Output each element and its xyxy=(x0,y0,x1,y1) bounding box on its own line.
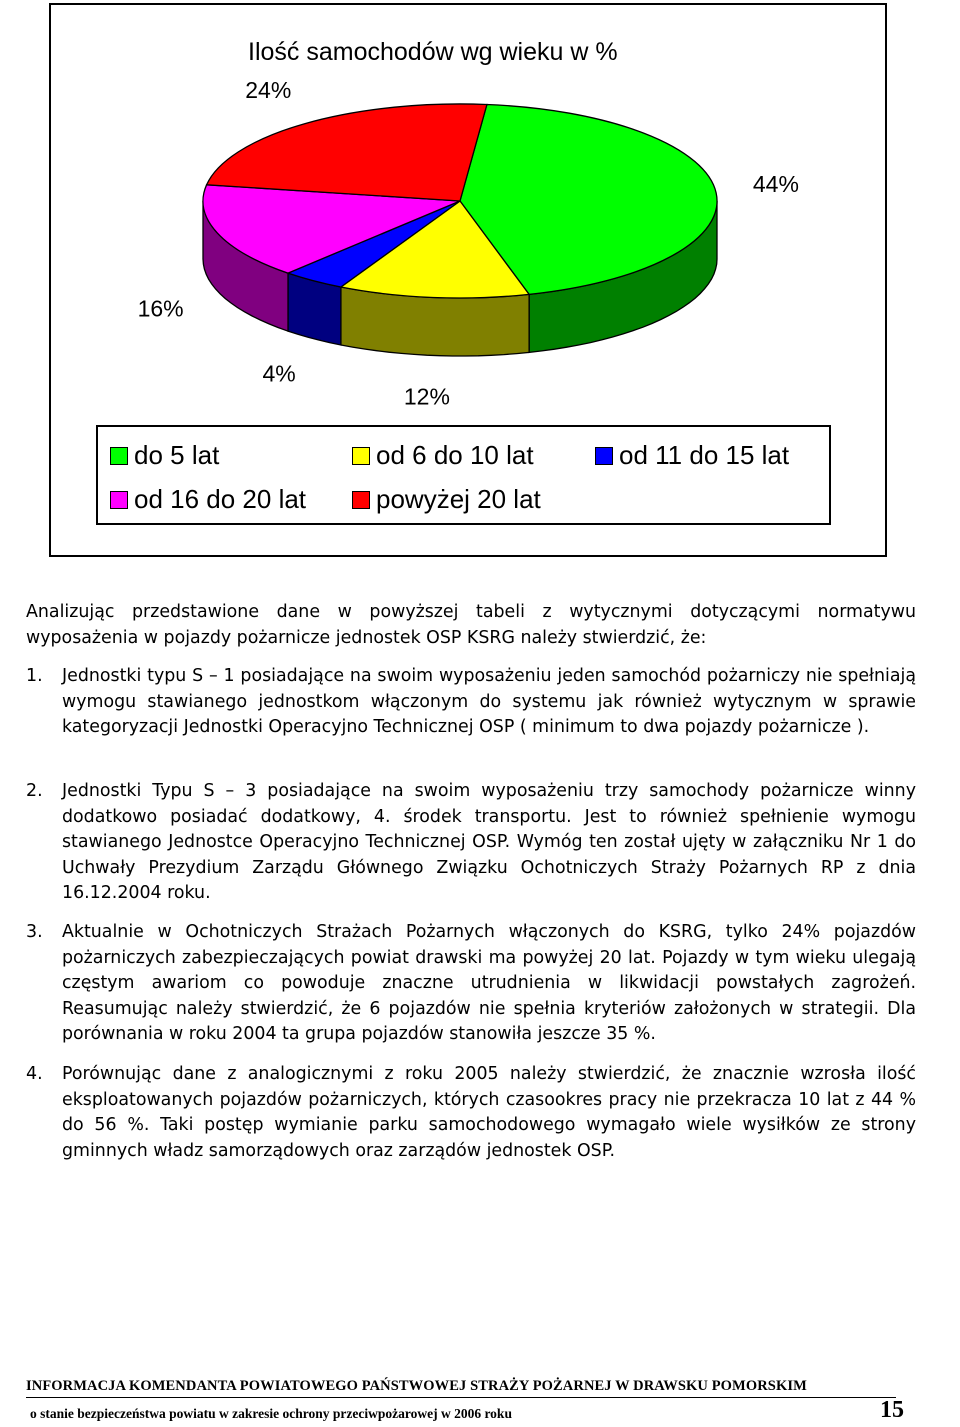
pie-label-1: 12% xyxy=(403,383,450,410)
list-item xyxy=(26,779,916,907)
legend-label: do 5 lat xyxy=(134,440,220,470)
footer-title: INFORMACJA KOMENDANTA POWIATOWEGO PAŃSTWOWEJ STRAŻY POŻARNEJ W DRAWSKU POMORSKIM xyxy=(26,1378,807,1394)
chart-legend xyxy=(96,425,831,525)
pie-slice-4 xyxy=(207,104,487,201)
list-item xyxy=(26,664,916,741)
legend-label: od 11 do 15 lat xyxy=(619,440,790,470)
legend-item-3 xyxy=(110,484,306,515)
pie-label-2: 4% xyxy=(262,360,296,387)
pie-label-4: 24% xyxy=(245,76,292,103)
list-item-number: 3. xyxy=(26,922,43,942)
list-item-number: 2. xyxy=(26,781,43,801)
list-item-text: Aktualnie w Ochotniczych Strażach Pożarnych włączonych do KSRG, tylko 24% pojazdów pożarniczych zabezpieczających powiat drawski ma powyżej 20 lat. Pojazdy w tym wieku ulegają częstym awariom co powoduje znaczne utrudnienia w likwidacji powstałych zagrożeń. Reasumując należy stwierdzić, że 6 pojazdów nie spełnia kryteriów założonych w strategii. Dla porównania w roku 2004 ta grupa pojazdów stanowiła jeszcze 35 %. xyxy=(62,922,916,1044)
footer-divider xyxy=(26,1397,896,1398)
list-item-text: Porównując dane z analogicznymi z roku 2005 należy stwierdzić, że znacznie wzrosła ilość eksploatowanych pojazdów pożarniczych, których czasookres pracy nie przekracza 10 lat z 44 % do 56 %. Taki postęp wymianie parku samochodowego wymagało wiele wysiłków ze strony gminnych władz samorządowych oraz zarządów jednostek OSP. xyxy=(62,1064,916,1161)
legend-swatch xyxy=(595,447,613,465)
list-item-text: Jednostki typu S – 1 posiadające na swoim wyposażeniu jeden samochód pożarniczy nie spełniają wymogu stawianego jednostkom włączonym do systemu jak również wytycznym w sprawie kategoryzacji Jednostki Operacyjno Technicznej OSP ( minimum to dwa pojazdy pożarnicze ). xyxy=(62,666,916,737)
legend-swatch xyxy=(110,447,128,465)
list-item-text: Jednostki Typu S – 3 posiadające na swoim wyposażeniu trzy samochody pożarnicze winny dodatkowo posiadać dodatkowy, 4. środek transportu. Jest to również spełnienie wymogu stawianego Jednostce Operacyjno Technicznej OSP. Wymóg ten został ujęty w załączniku Nr 1 do Uchwały Prezydium Zarządu Głównego Związku Ochotniczych Straży Pożarnych RP z dnia 16.12.2004 roku. xyxy=(62,781,916,903)
legend-label: powyżej 20 lat xyxy=(376,484,541,514)
legend-label: od 16 do 20 lat xyxy=(134,484,307,514)
legend-item-4 xyxy=(352,484,541,515)
chart-frame xyxy=(49,3,887,557)
pie-chart xyxy=(51,5,885,425)
legend-swatch xyxy=(352,491,370,509)
legend-item-1 xyxy=(352,440,534,471)
legend-swatch xyxy=(110,491,128,509)
page-number: 15 xyxy=(880,1397,904,1423)
intro-paragraph: Analizując przedstawione dane w powyższej tabeli z wytycznymi dotyczącymi normatywu wyposażenia w pojazdy pożarnicze jednostek OSP KSRG należy stwierdzić, że: xyxy=(26,602,916,648)
list-item xyxy=(26,1062,916,1164)
footer-subtitle: o stanie bezpieczeństwa powiatu w zakresie ochrony przeciwpożarowej w 2006 roku xyxy=(30,1406,512,1421)
list-item-number: 4. xyxy=(26,1064,43,1084)
chart-title: Ilość samochodów wg wieku w % xyxy=(248,38,618,66)
legend-item-2 xyxy=(595,440,789,471)
legend-swatch xyxy=(352,447,370,465)
list-item-number: 1. xyxy=(26,666,43,686)
legend-item-0 xyxy=(110,440,219,471)
legend-label: od 6 do 10 lat xyxy=(376,440,534,470)
pie-label-3: 16% xyxy=(137,295,184,322)
list-item xyxy=(26,920,916,1048)
pie-label-0: 44% xyxy=(752,171,799,198)
